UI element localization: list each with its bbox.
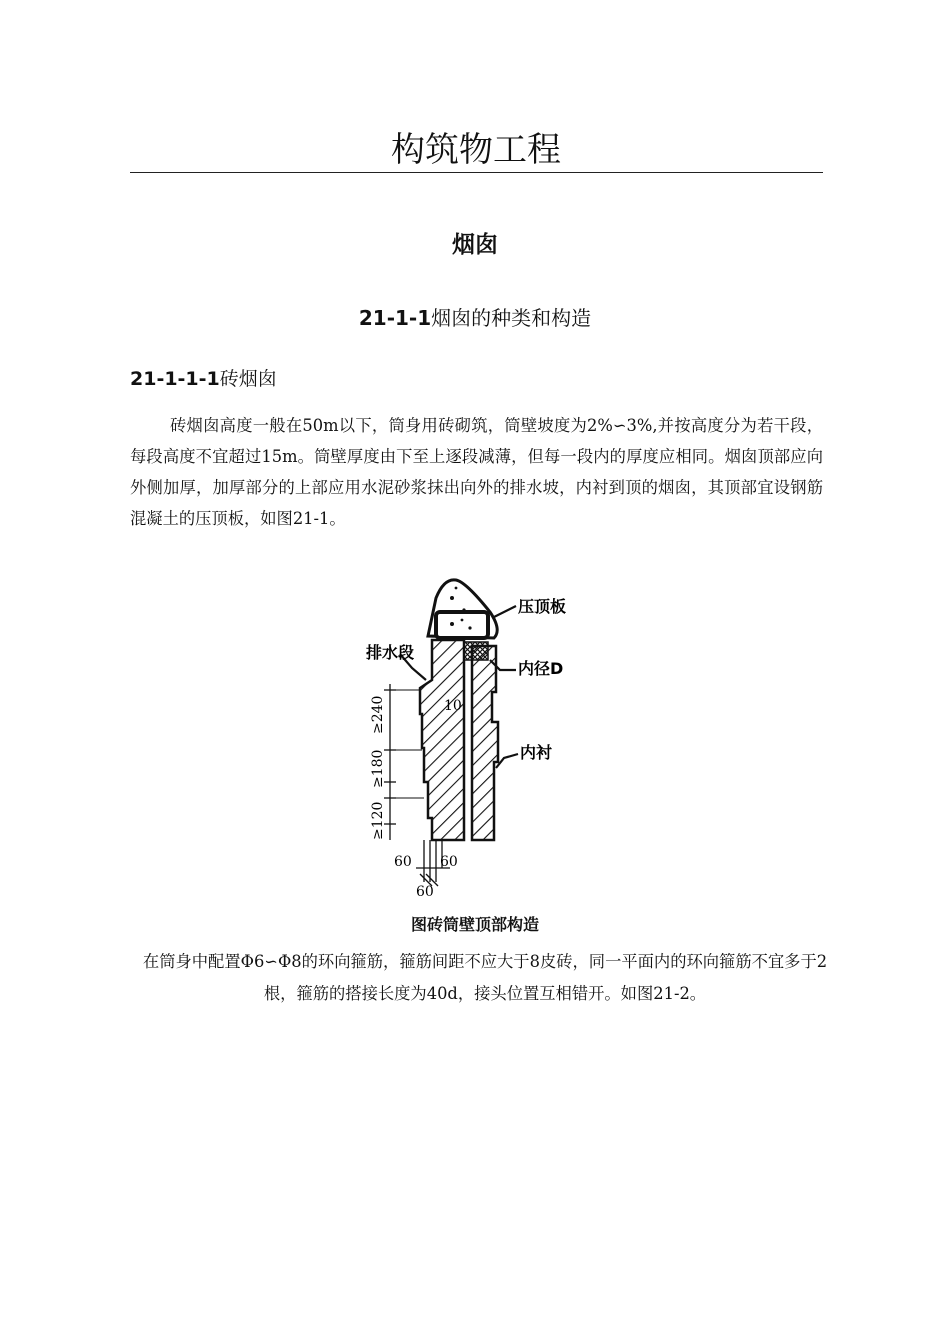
lining-leader: [496, 754, 518, 768]
dim-240-label: ≥240: [370, 695, 386, 734]
inner-diameter-label: 内径D: [518, 659, 564, 678]
lining-top-joint: [464, 642, 488, 660]
lining-wall: [472, 646, 498, 840]
page-title: 构筑物工程: [391, 130, 561, 170]
section-title: 烟囱的种类和构造: [431, 306, 592, 330]
section-number: 21-1-1: [358, 306, 432, 330]
drain-section-label: 排水段: [366, 643, 415, 662]
top-plate-leader: [492, 606, 516, 618]
subsection-heading: [130, 364, 277, 394]
dim-60-bottom-label: 60: [416, 884, 434, 900]
dim-10-label: 10: [444, 698, 462, 714]
lining-label: 内衬: [520, 743, 553, 762]
section-heading: [0, 302, 950, 334]
chapter-title: 烟囱: [452, 232, 498, 258]
subsection-title: 砖烟囱: [219, 368, 277, 390]
top-plate-shape: [428, 580, 497, 638]
outer-brick-wall: [420, 640, 464, 840]
height-dimension-line: [384, 684, 424, 840]
dim-60-left-label: 60: [394, 854, 412, 870]
chimney-top-diagram: [340, 572, 610, 902]
body-paragraph-2: 在筒身中配置Φ6∽Φ8的环向箍筋，箍筋间距不应大于8皮砖，同一平面内的环向箍筋不宜多于2根，箍筋的搭接长度为40d，接头位置互相错开。如图21-2。: [142, 952, 828, 1003]
dim-60-right-label: 60: [440, 854, 458, 870]
body-paragraph-1: 砖烟囱高度一般在50m以下，筒身用砖砌筑，筒壁坡度为2%∽3%,并按高度分为若干段，每段高度不宜超过15m。筒壁厚度由下至上逐段减薄，但每一段内的厚度应相同。烟囱顶部应向外侧加厚，加厚部分的上部应用水泥砂浆抹出向外的排水坡，内衬到顶的烟囱，其顶部宜设钢筋混凝土的压顶板，如图21-1。: [130, 416, 823, 528]
dim-120-label: ≥120: [370, 801, 386, 840]
dim-180-label: ≥180: [370, 749, 386, 788]
title-divider: [130, 172, 823, 173]
figure-caption: 图砖筒壁顶部构造: [410, 915, 539, 934]
subsection-number: 21-1-1-1: [130, 368, 220, 390]
top-plate-label: 压顶板: [518, 597, 567, 616]
